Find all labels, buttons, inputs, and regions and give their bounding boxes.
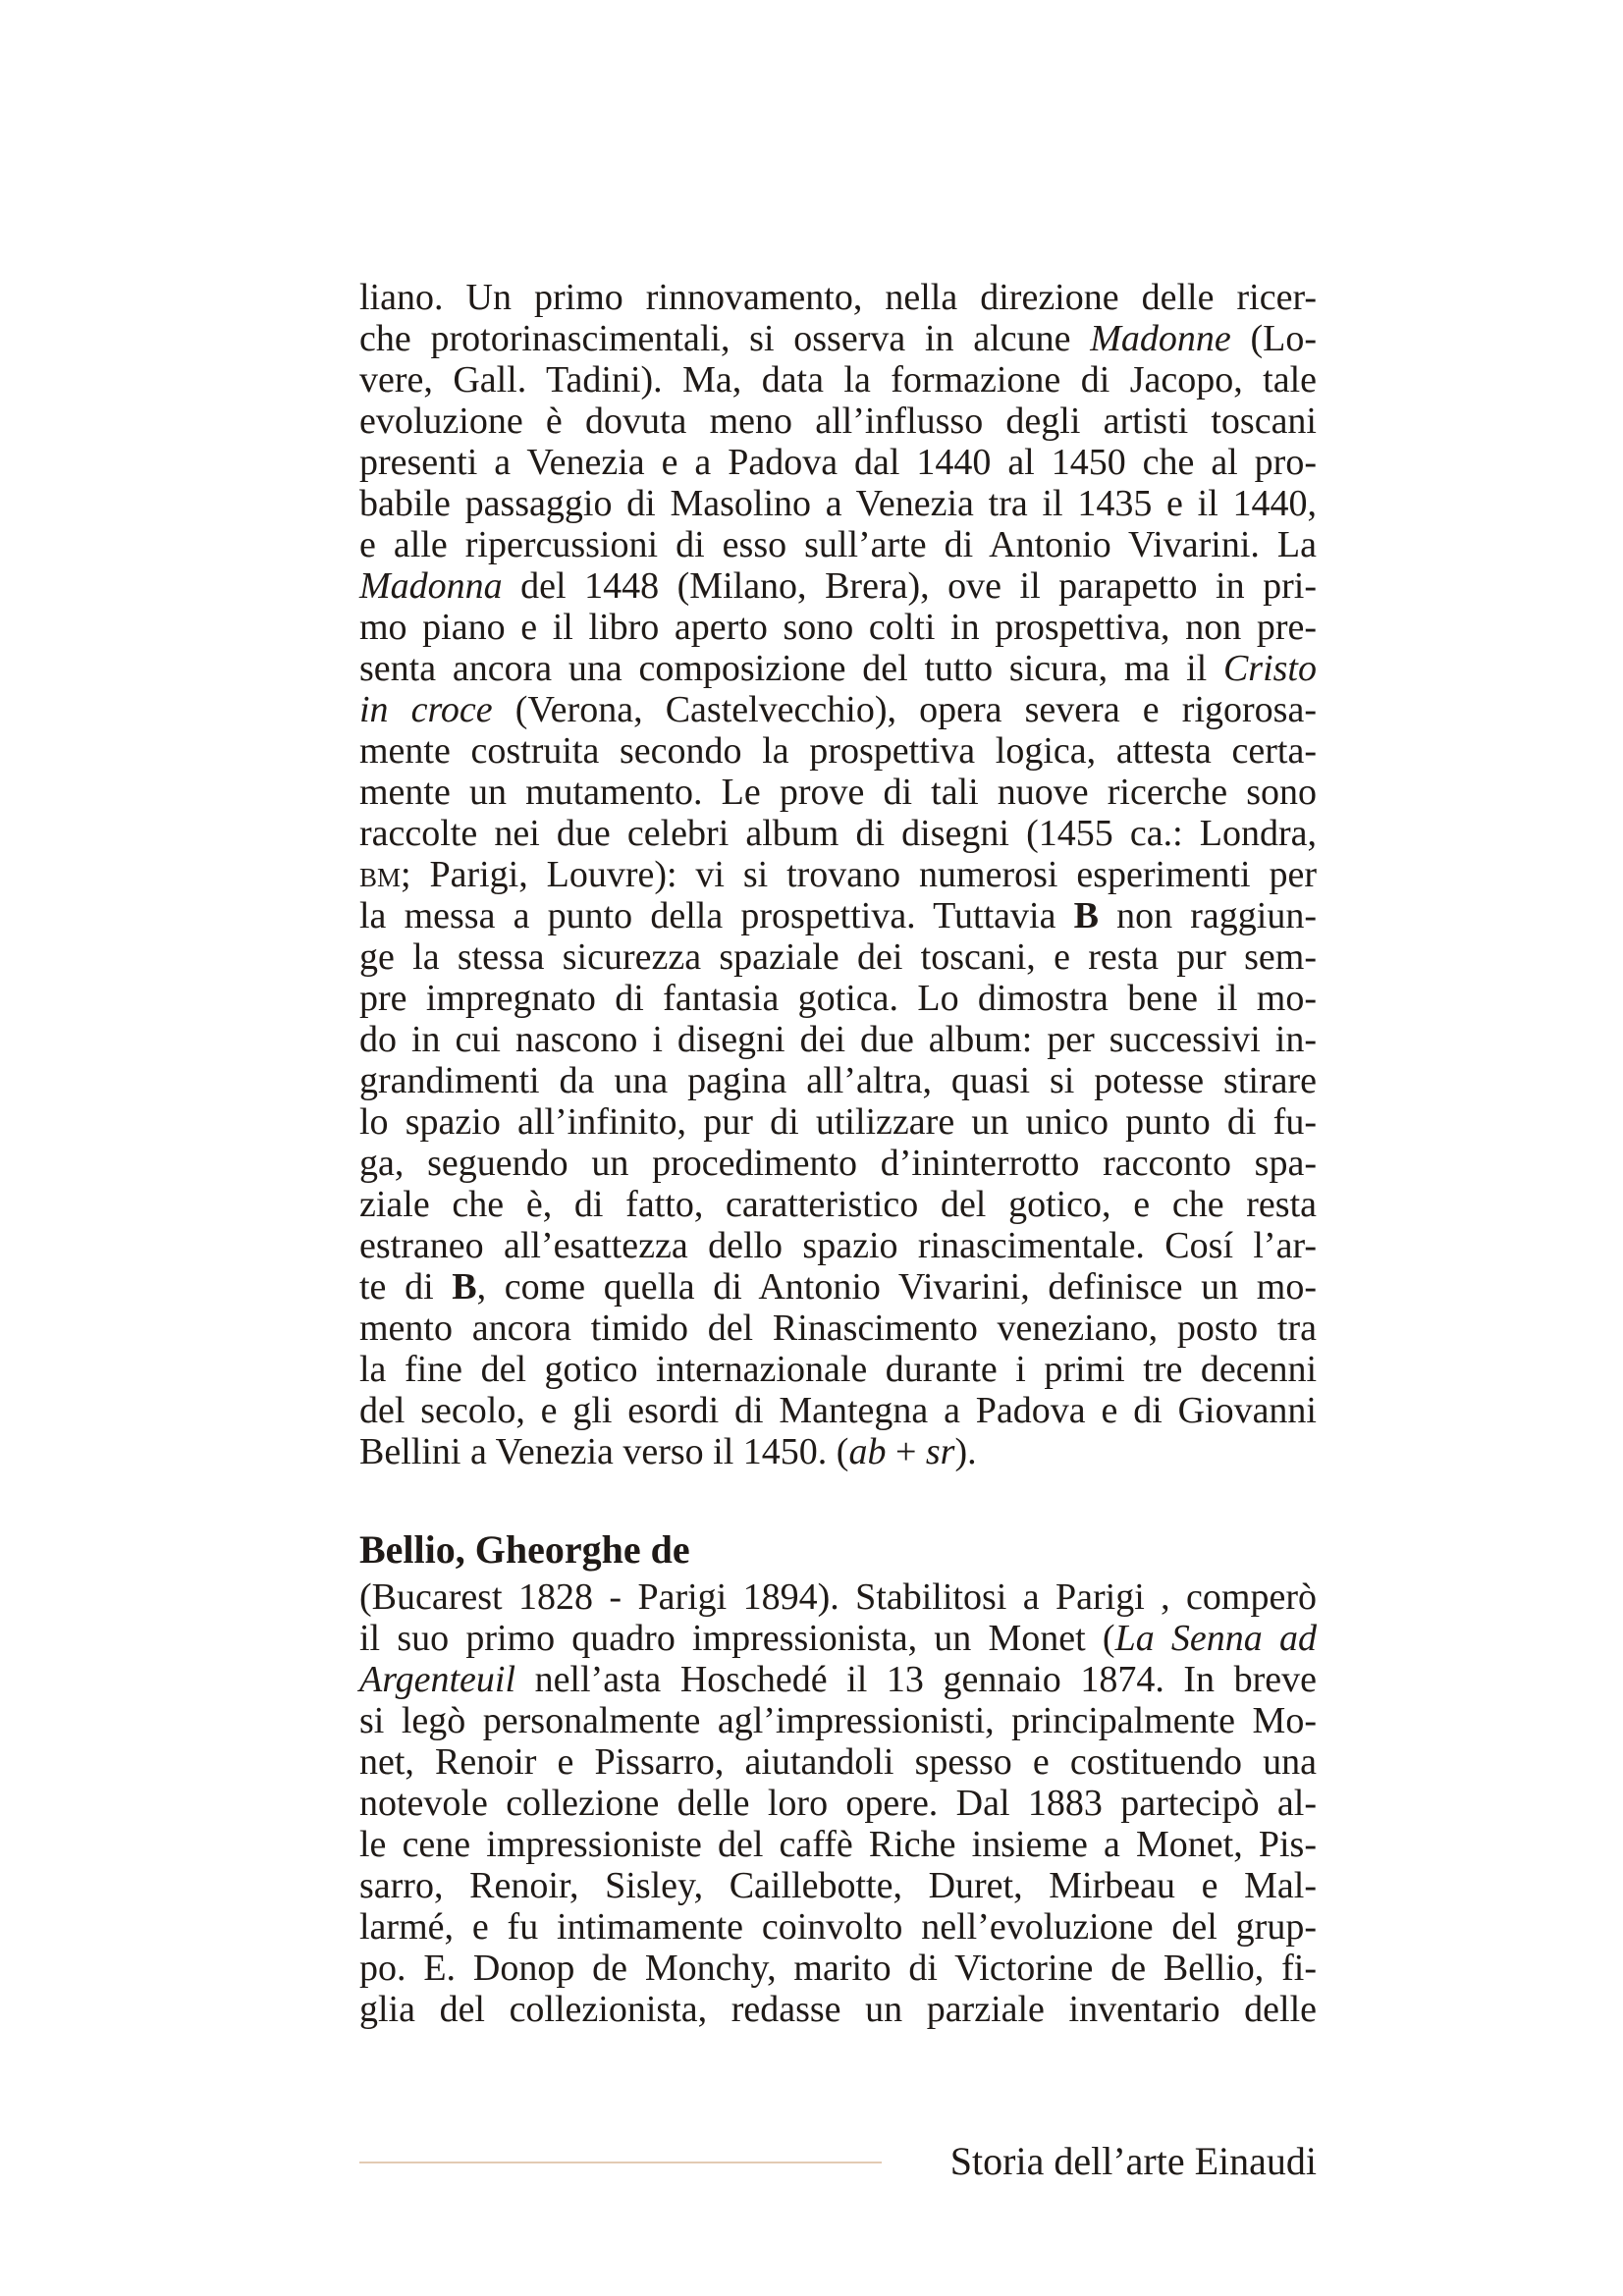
- text-line: bm; Parigi, Louvre): vi si trovano numerosi esperimenti per: [359, 854, 1317, 895]
- text-line: liano. Un primo rinnovamento, nella direzione delle ricer-: [359, 277, 1317, 318]
- text-line: babile passaggio di Masolino a Venezia tra il 1435 e il 1440,: [359, 483, 1317, 524]
- text-line: presenti a Venezia e a Padova dal 1440 al 1450 che al pro-: [359, 442, 1317, 483]
- text-line: si legò personalmente agl’impressionisti, principalmente Mo-: [359, 1700, 1317, 1741]
- text-line: net, Renoir e Pissarro, aiutandoli spesso e costituendo una: [359, 1741, 1317, 1783]
- text-line: evoluzione è dovuta meno all’influsso degli artisti toscani: [359, 400, 1317, 442]
- text-line: pre impregnato di fantasia gotica. Lo dimostra bene il mo-: [359, 978, 1317, 1019]
- text-line: mento ancora timido del Rinascimento veneziano, posto tra: [359, 1308, 1317, 1349]
- entry-paragraph: [359, 1576, 1317, 2030]
- text-line: raccolte nei due celebri album di disegni (1455 ca.: Londra,: [359, 813, 1317, 854]
- text-line: (Bucarest 1828 - Parigi 1894). Stabilitosi a Parigi , comperò: [359, 1576, 1317, 1618]
- text-line: la fine del gotico internazionale durante i primi tre decenni: [359, 1349, 1317, 1390]
- text-line: Madonna del 1448 (Milano, Brera), ove il parapetto in pri-: [359, 565, 1317, 607]
- body-paragraph: [359, 277, 1317, 1472]
- text-line: in croce (Verona, Castelvecchio), opera severa e rigorosa-: [359, 689, 1317, 730]
- text-line: Argenteuil nell’asta Hoschedé il 13 gennaio 1874. In breve: [359, 1659, 1317, 1700]
- entry-heading: Bellio, Gheorghe de: [359, 1527, 690, 1572]
- text-line: vere, Gall. Tadini). Ma, data la formazione di Jacopo, tale: [359, 359, 1317, 400]
- text-line: e alle ripercussioni di esso sull’arte di Antonio Vivarini. La: [359, 524, 1317, 565]
- text-line: mente un mutamento. Le prove di tali nuove ricerche sono: [359, 772, 1317, 813]
- text-line: do in cui nascono i disegni dei due album: per successivi in-: [359, 1019, 1317, 1060]
- footer-rule: [359, 2162, 882, 2163]
- text-line: la messa a punto della prospettiva. Tuttavia B non raggiun-: [359, 895, 1317, 936]
- text-line: estraneo all’esattezza dello spazio rinascimentale. Cosí l’ar-: [359, 1225, 1317, 1266]
- text-line: le cene impressioniste del caffè Riche insieme a Monet, Pis-: [359, 1824, 1317, 1865]
- text-line: glia del collezionista, redasse un parziale inventario delle: [359, 1989, 1317, 2030]
- text-line: senta ancora una composizione del tutto sicura, ma il Cristo: [359, 648, 1317, 689]
- text-line: te di B, come quella di Antonio Vivarini, definisce un mo-: [359, 1266, 1317, 1308]
- text-line: ge la stessa sicurezza spaziale dei toscani, e resta pur sem-: [359, 936, 1317, 978]
- text-line: notevole collezione delle loro opere. Dal 1883 partecipò al-: [359, 1783, 1317, 1824]
- text-line: ga, seguendo un procedimento d’ininterrotto racconto spa-: [359, 1143, 1317, 1184]
- text-line: grandimenti da una pagina all’altra, quasi si potesse stirare: [359, 1060, 1317, 1101]
- text-line: il suo primo quadro impressionista, un Monet (La Senna ad: [359, 1618, 1317, 1659]
- text-line: mente costruita secondo la prospettiva logica, attesta certa-: [359, 730, 1317, 772]
- text-line: lo spazio all’infinito, pur di utilizzare un unico punto di fu-: [359, 1101, 1317, 1143]
- text-line: del secolo, e gli esordi di Mantegna a Padova e di Giovanni: [359, 1390, 1317, 1431]
- text-line: Bellini a Venezia verso il 1450. (ab + sr).: [359, 1431, 977, 1472]
- text-line: sarro, Renoir, Sisley, Caillebotte, Duret, Mirbeau e Mal-: [359, 1865, 1317, 1906]
- text-line: mo piano e il libro aperto sono colti in prospettiva, non pre-: [359, 607, 1317, 648]
- footer-title: Storia dell’arte Einaudi: [949, 2139, 1317, 2183]
- text-line: larmé, e fu intimamente coinvolto nell’evoluzione del grup-: [359, 1906, 1317, 1948]
- text-line: po. E. Donop de Monchy, marito di Victorine de Bellio, fi-: [359, 1948, 1317, 1989]
- text-line: che protorinascimentali, si osserva in alcune Madonne (Lo-: [359, 318, 1317, 359]
- text-line: ziale che è, di fatto, caratteristico del gotico, e che resta: [359, 1184, 1317, 1225]
